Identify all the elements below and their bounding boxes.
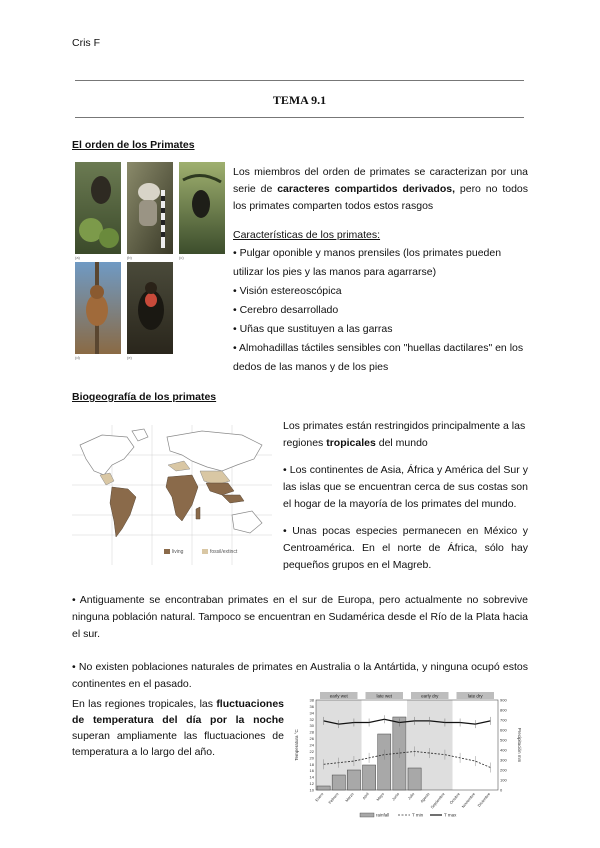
world-map-graphic — [72, 425, 272, 565]
feature-item: • Visión estereoscópica — [233, 285, 342, 297]
rainfall-bar — [347, 770, 360, 790]
left-tick-label: 12 — [309, 781, 314, 787]
legend-swatch-fossil — [202, 549, 208, 554]
left-tick-label: 20 — [309, 755, 314, 761]
feature-item: • Pulgar oponible y manos prensiles (los primates pueden utilizar los pies y las manos para agarrarse) — [233, 247, 502, 278]
legend-rainfall: rainfall — [376, 812, 390, 818]
feature-item: • Uñas que sustituyen a las garras — [233, 323, 393, 335]
left-tick-label: 28 — [309, 729, 314, 735]
intro-text: Los miembros del orden de primates se caracterizan por una serie de — [233, 166, 528, 195]
biogeo-p4: • Antiguamente se encontraban primates en el sur de Europa, pero actualmente no sobrevive ninguna población natural. Tampoco se encuentran en Sudamérica desde el Río de la Plata hacia el sur. — [72, 594, 528, 640]
primates-intro — [233, 164, 528, 215]
legend-tmax: T max — [444, 812, 457, 818]
world-map — [72, 425, 272, 565]
rainfall-bar — [363, 765, 376, 790]
biogeo-p6-bold: fluctuaciones de temperatura del día por la noche — [72, 698, 284, 726]
season-label: late wet — [376, 693, 393, 699]
biogeo-p3: • Unas pocas especies permanecen en México y Centroamérica. En el norte de África, sólo hay pequeños grupos en el Magreb. — [283, 525, 528, 571]
right-tick-label: 500 — [500, 737, 507, 743]
left-tick-label: 38 — [309, 697, 314, 703]
biogeo-p6-end: superan ampliamente las fluctuaciones de temperatura a lo largo del año. — [72, 730, 284, 758]
top-rule — [75, 80, 524, 81]
biogeo-p2: • Los continentes de Asia, África y América del Sur y las islas que se encuentran cerca de sus costas son el hogar de la mayoría de los primates del mundo. — [283, 464, 528, 510]
temperature-text — [72, 696, 284, 760]
section-heading-biogeography: Biogeografía de los primates — [72, 391, 217, 403]
author-name: Cris F — [72, 37, 100, 49]
x-tick-label: Noviembre — [461, 792, 477, 809]
x-tick-label: Mayo — [375, 792, 386, 802]
x-tick-label: Febrero — [327, 792, 340, 805]
left-tick-label: 18 — [309, 761, 314, 767]
climate-chart-svg — [290, 690, 526, 820]
climate-chart — [290, 690, 526, 820]
primates-text — [233, 164, 528, 377]
right-tick-label: 600 — [500, 727, 507, 733]
intro-text-end: pero no todos los primates comparten todos estos rasgos — [233, 183, 529, 212]
feature-item: • Almohadillas táctiles sensibles con "huellas dactilares" en los dedos de las manos y de los pies — [233, 342, 524, 373]
rainfall-bar — [378, 734, 391, 790]
page-title: TEMA 9.1 — [272, 93, 327, 107]
photo-caption: (a) — [75, 255, 80, 260]
y-axis-label-left: Temperatura °C — [294, 729, 299, 761]
x-tick-label: Abril — [361, 792, 370, 801]
section-heading-primates: El orden de los Primates — [72, 139, 195, 151]
biogeo-p1-bold: tropicales — [326, 437, 376, 449]
biogeo-p1-text: Los primates están restringidos principalmente a las regiones — [283, 420, 526, 449]
title-rule — [75, 117, 524, 118]
x-tick-label: Octubre — [449, 792, 461, 805]
legend-tmin: T min — [412, 812, 424, 818]
photo-e — [127, 262, 173, 354]
biogeo-p1-end: del mundo — [375, 437, 428, 449]
rainfall-bar — [317, 786, 330, 790]
x-tick-label: Septiembre — [430, 792, 446, 810]
legend-swatch-living — [164, 549, 170, 554]
right-tick-label: 400 — [500, 747, 507, 753]
right-tick-label: 200 — [500, 767, 507, 773]
photo-caption: (b) — [127, 255, 132, 260]
season-label: early dry — [421, 693, 439, 699]
map-legend-fossil: fossil/extinct — [210, 549, 238, 555]
legend-rainfall-swatch — [360, 813, 374, 817]
left-tick-label: 36 — [309, 703, 314, 709]
season-label: early wet — [329, 693, 348, 699]
biogeography-text — [283, 418, 528, 574]
photo-caption: (d) — [75, 355, 80, 360]
right-tick-label: 900 — [500, 697, 507, 703]
left-tick-label: 34 — [309, 710, 314, 716]
left-tick-label: 22 — [309, 748, 314, 754]
right-tick-label: 100 — [500, 777, 507, 783]
right-tick-label: 0 — [500, 787, 503, 793]
biogeo-p1 — [283, 418, 528, 452]
photo-c — [179, 162, 225, 254]
map-legend-living: living — [172, 549, 184, 555]
biogeo-p5: • No existen poblaciones naturales de primates en Australia o la Antártida, y ninguna ocupó estos continentes en el pasado. — [72, 661, 528, 690]
left-tick-label: 24 — [309, 742, 314, 748]
x-tick-label: Julio — [407, 792, 416, 801]
x-tick-label: Agosto — [419, 792, 431, 804]
photo-a — [75, 162, 121, 254]
primate-photo-grid — [73, 160, 228, 360]
left-tick-label: 10 — [309, 787, 314, 793]
x-tick-label: Marzo — [344, 792, 355, 803]
rainfall-bar — [332, 775, 345, 790]
rainfall-bar — [408, 768, 421, 790]
x-tick-label: Diciembre — [477, 792, 492, 808]
biogeo-p6 — [72, 696, 284, 760]
photo-d — [75, 262, 121, 354]
features-heading: Características de los primates: — [233, 229, 381, 241]
photo-caption: (c) — [179, 255, 184, 260]
biogeo-p6-text: En las regiones tropicales, las — [72, 698, 217, 710]
photo-caption: (e) — [127, 355, 132, 360]
left-tick-label: 16 — [309, 768, 314, 774]
right-tick-label: 700 — [500, 717, 507, 723]
right-tick-label: 800 — [500, 707, 507, 713]
left-tick-label: 26 — [309, 736, 314, 742]
left-tick-label: 32 — [309, 716, 314, 722]
right-tick-label: 300 — [500, 757, 507, 763]
x-tick-label: Junio — [391, 792, 401, 802]
left-tick-label: 30 — [309, 723, 314, 729]
biogeography-text-full — [72, 592, 528, 693]
intro-bold: caracteres compartidos derivados, — [277, 183, 456, 195]
y-axis-label-right: Precipitación mm — [517, 727, 522, 763]
primate-photos — [73, 160, 228, 360]
left-tick-label: 14 — [309, 774, 314, 780]
feature-item: • Cerebro desarrollado — [233, 304, 339, 316]
photo-b — [127, 162, 173, 254]
x-tick-label: Enero — [314, 792, 325, 803]
season-label: late dry — [467, 693, 483, 699]
